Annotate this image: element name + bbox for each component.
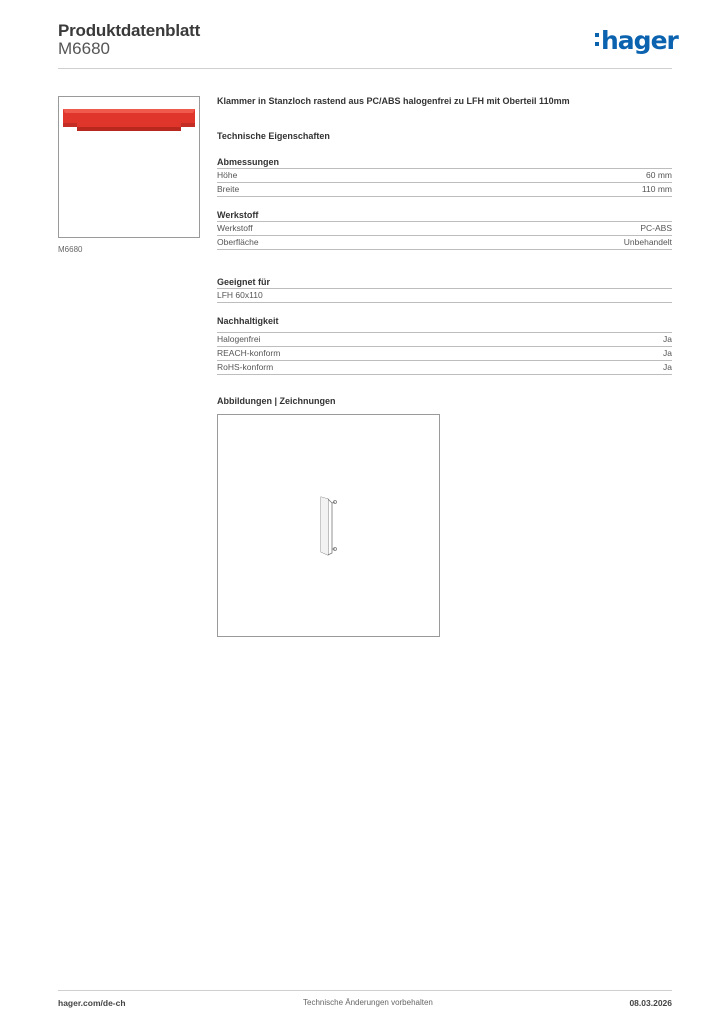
technical-properties-title: Technische Eigenschaften (217, 131, 330, 141)
row-label: REACH-konform (217, 348, 281, 358)
footer-date: 08.03.2026 (629, 998, 672, 1008)
table-row (217, 347, 672, 361)
hager-logo: hager (601, 26, 678, 55)
row-label: RoHS-konform (217, 362, 274, 372)
table-row (217, 333, 672, 347)
row-value: PC-ABS (640, 223, 672, 233)
row-value: Ja (663, 362, 672, 372)
technical-drawing (218, 415, 439, 636)
row-label: Oberfläche (217, 237, 259, 247)
footer-divider (58, 990, 672, 991)
table-row (217, 236, 672, 250)
row-value: 110 mm (641, 184, 672, 194)
row-value: Unbehandelt (623, 237, 672, 247)
row-value: 60 mm (646, 170, 672, 180)
footer-note: Technische Änderungen vorbehalten (303, 998, 433, 1007)
row-label: Breite (217, 184, 240, 194)
drawings-title: Abbildungen | Zeichnungen (217, 396, 336, 406)
article-number: M6680 (58, 39, 110, 58)
footer-website-link[interactable]: hager.com/de-ch (58, 998, 126, 1008)
table-row (217, 361, 672, 375)
section-title-material: Werkstoff (217, 210, 259, 220)
header-divider (58, 68, 672, 69)
table-row (217, 169, 672, 183)
table-row (217, 222, 672, 236)
product-image-caption: M6680 (58, 245, 83, 254)
hager-logo-icon (595, 33, 599, 47)
product-image (59, 97, 199, 237)
section-title-sustainability: Nachhaltigkeit (217, 316, 279, 326)
row-value: Ja (663, 334, 672, 344)
section-title-dimensions: Abmessungen (217, 157, 280, 167)
page-title: Produktdatenblatt (58, 21, 201, 40)
row-label: Halogenfrei (217, 334, 261, 344)
product-description: Klammer in Stanzloch rastend aus PC/ABS halogenfrei zu LFH mit Oberteil 110mm (217, 96, 570, 106)
row-label: LFH 60x110 (217, 290, 263, 300)
product-image-frame (58, 96, 200, 238)
row-value: Ja (663, 348, 672, 358)
row-label: Höhe (217, 170, 238, 180)
technical-drawing-frame (217, 414, 440, 637)
table-row (217, 289, 672, 303)
table-row (217, 183, 672, 197)
row-label: Werkstoff (217, 223, 253, 233)
section-title-suitable-for: Geeignet für (217, 277, 271, 287)
